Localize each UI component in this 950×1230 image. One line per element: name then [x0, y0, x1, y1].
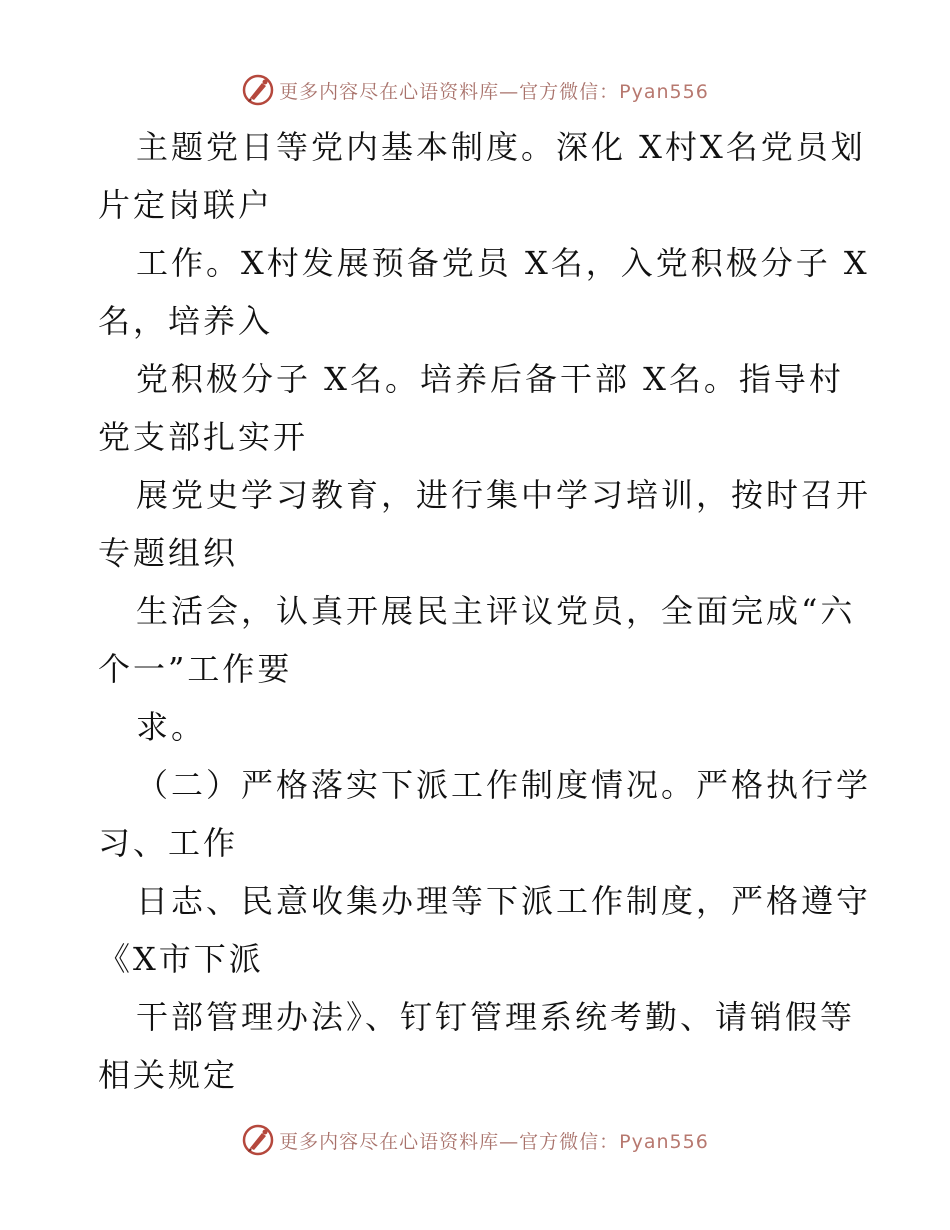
pen-logo-icon — [241, 1123, 275, 1157]
document-line: 名，培养入 — [98, 302, 274, 340]
banner-text: 更多内容尽在心语资料库—官方微信：Pyan556 — [279, 80, 709, 103]
wechat-id: Pyan556 — [619, 1130, 709, 1153]
header-banner — [0, 70, 950, 110]
document-line: 党支部扎实开 — [98, 418, 309, 456]
pen-logo-icon — [241, 73, 275, 107]
footer-banner — [0, 1120, 950, 1160]
document-line: 展党史学习教育，进行集中学习培训，按时召开 — [136, 476, 872, 514]
document-body — [98, 118, 872, 1104]
document-line: 工作。X村发展预备党员 X名，入党积极分子 X — [136, 244, 870, 282]
document-line: 片定岗联户 — [98, 186, 274, 224]
document-line: 《X市下派 — [98, 940, 264, 978]
banner-text: 更多内容尽在心语资料库—官方微信：Pyan556 — [279, 1130, 709, 1153]
document-line: 习、工作 — [98, 824, 239, 862]
document-line: 日志、民意收集办理等下派工作制度，严格遵守 — [136, 882, 872, 920]
document-line: 主题党日等党内基本制度。深化 X村X名党员划 — [136, 128, 866, 166]
document-line: 专题组织 — [98, 534, 239, 572]
document-line: （二）严格落实下派工作制度情况。严格执行学 — [136, 766, 872, 804]
wechat-id: Pyan556 — [619, 80, 709, 103]
document-line: 个一”工作要 — [98, 650, 293, 688]
document-line: 党积极分子 X名。培养后备干部 X名。指导村 — [136, 360, 844, 398]
document-line: 求。 — [136, 708, 207, 746]
document-line: 干部管理办法》、钉钉管理系统考勤、请销假等 — [136, 998, 856, 1036]
document-line: 生活会，认真开展民主评议党员，全面完成“六 — [136, 592, 856, 630]
document-line: 相关规定 — [98, 1056, 239, 1094]
